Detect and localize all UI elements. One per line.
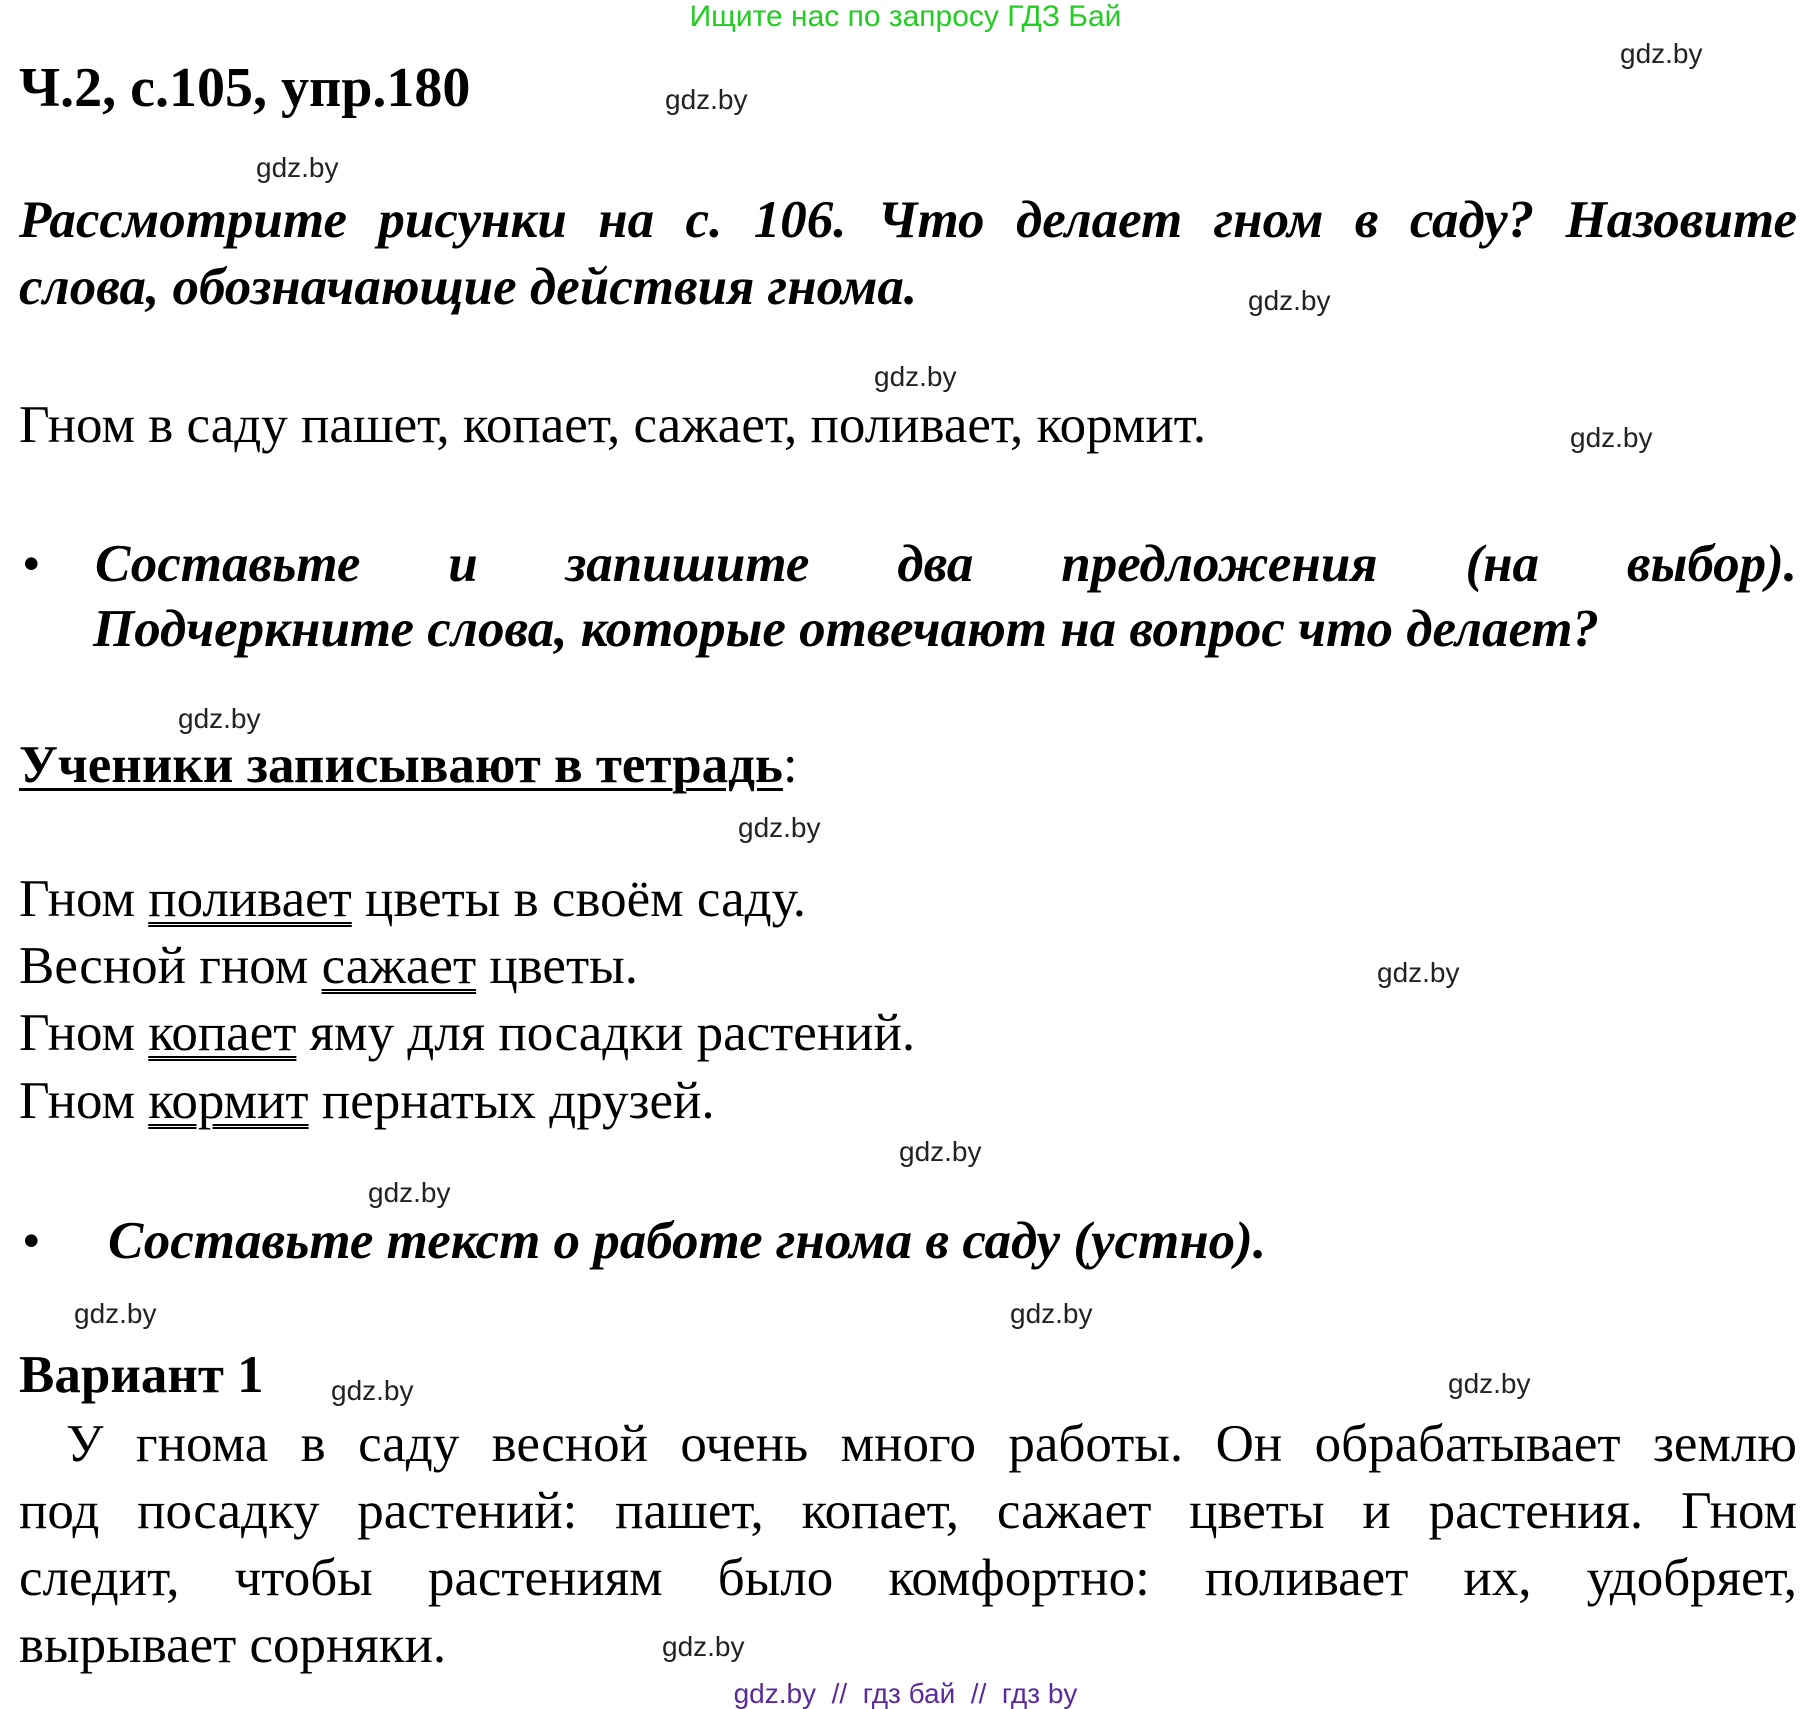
underlined-verb: кормит [148, 1072, 309, 1130]
bullet-icon: • [22, 1212, 41, 1270]
task3-text: Составьте текст о работе гнома в саду (устно). [108, 1212, 1267, 1270]
sentence-text: цветы в своём саду. [351, 870, 807, 928]
variant-heading: Вариант 1 [19, 1346, 264, 1404]
sentence-text: Весной гном [19, 937, 322, 995]
watermark: gdz.by [1010, 1298, 1093, 1329]
watermark: gdz.by [1248, 285, 1331, 316]
underlined-verb: копает [148, 1004, 297, 1062]
variant-line [66, 1415, 1797, 1473]
watermark: gdz.by [178, 703, 261, 734]
notebook-heading-text: Ученики записывают в тетрадь [19, 736, 783, 794]
watermark: gdz.by [1448, 1368, 1531, 1399]
underlined-verb: сажает [321, 937, 477, 995]
variant-line-1: У гнома в саду весной очень много работы. Он обрабатывает землю [66, 1415, 1797, 1473]
sentence-text: Гном [19, 870, 149, 928]
notebook-heading-colon: : [782, 736, 798, 794]
task1-line-2: слова, обозначающие действия гнома. [19, 258, 918, 316]
watermark: gdz.by [899, 1136, 982, 1167]
sentence [19, 1072, 715, 1130]
notebook-heading [19, 736, 798, 794]
watermark: gdz.by [738, 812, 821, 843]
page-title: Ч.2, с.105, упр.180 [19, 57, 471, 119]
bullet-icon: • [22, 535, 41, 593]
sentence-text: яму для посадки растений. [296, 1004, 916, 1062]
search-banner: Ищите нас по запросу ГДЗ Бай [689, 0, 1122, 33]
watermark: gdz.by [256, 152, 339, 183]
sentence-text: Гном [19, 1072, 149, 1130]
watermark: gdz.by [665, 84, 748, 115]
sentence [19, 1004, 916, 1062]
task1-line-1: Рассмотрите рисунки на с. 106. Что делает гном в саду? Назовите [19, 191, 1797, 249]
task2-line [95, 535, 1797, 593]
task2-line-1: Составьте и запишите два предложения (на выбор). [95, 535, 1797, 593]
sentence [19, 937, 638, 995]
task1-line [19, 191, 1797, 249]
sentence [19, 870, 807, 928]
task2-line-2: Подчеркните слова, которые отвечают на вопрос что делает? [93, 600, 1599, 658]
variant-line-3: следит, чтобы растениям было комфортно: поливает их, удобряет, [19, 1549, 1797, 1607]
watermark: gdz.by [74, 1298, 157, 1329]
sentence-text: цветы. [476, 937, 638, 995]
sentence-text: пернатых друзей. [308, 1072, 715, 1130]
watermark: gdz.by [874, 361, 957, 392]
answer1: Гном в саду пашет, копает, сажает, поливает, кормит. [19, 396, 1207, 454]
watermark: gdz.by [1570, 422, 1653, 453]
variant-line-2: под посадку растений: пашет, копает, сажает цветы и растения. Гном [19, 1482, 1797, 1540]
variant-line [19, 1482, 1797, 1540]
underlined-verb: поливает [148, 870, 352, 928]
variant-line-4: вырывает сорняки. [19, 1616, 447, 1674]
sentence-text: Гном [19, 1004, 149, 1062]
watermark: gdz.by [331, 1375, 414, 1406]
watermark: gdz.by [1377, 957, 1460, 988]
watermark: gdz.by [662, 1631, 745, 1662]
watermark: gdz.by [1620, 38, 1703, 69]
footer-links: gdz.by // гдз бай // гдз by [733, 1678, 1078, 1709]
variant-line [19, 1549, 1797, 1607]
watermark: gdz.by [368, 1177, 451, 1208]
